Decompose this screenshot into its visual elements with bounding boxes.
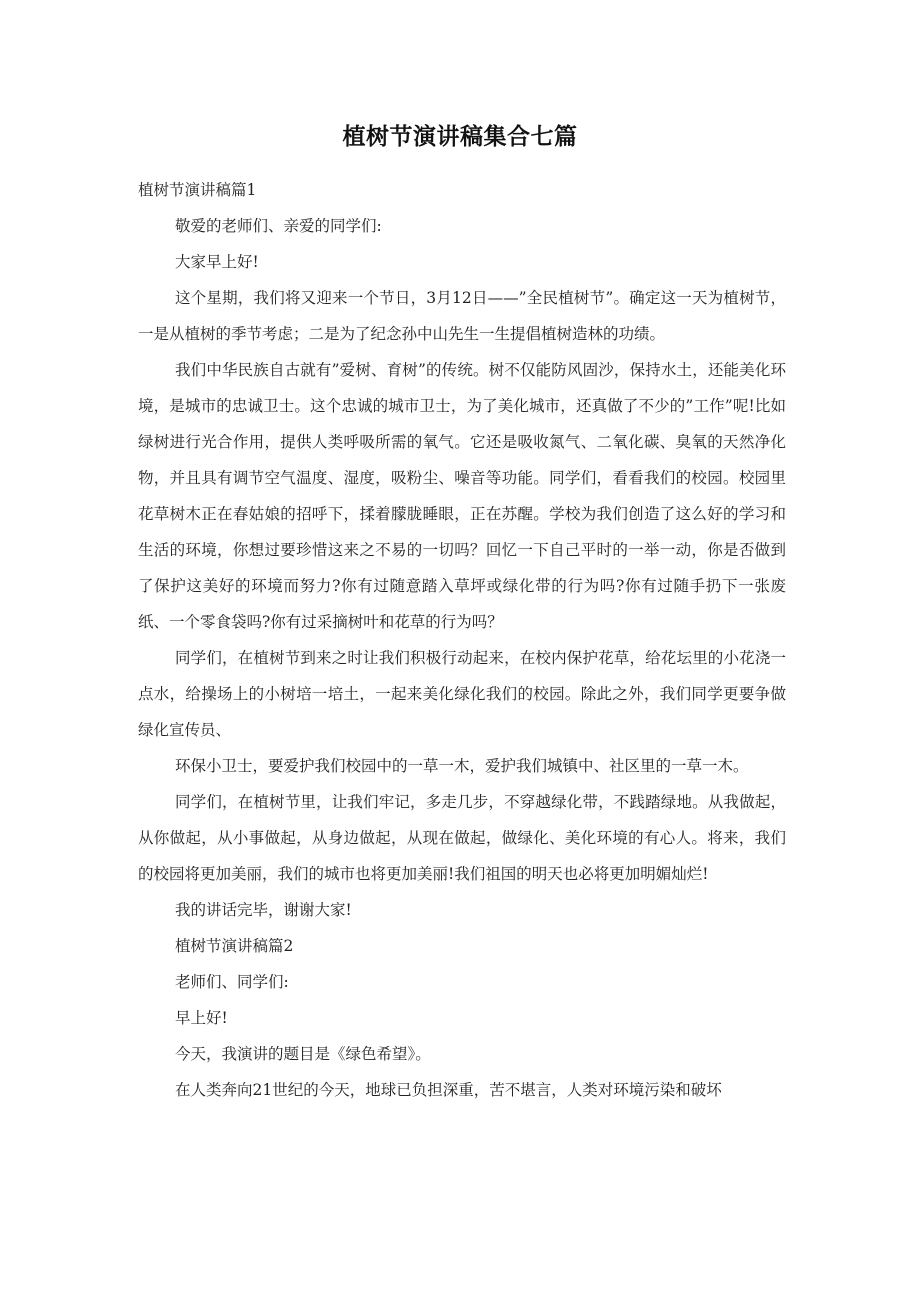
paragraph: 在人类奔向21世纪的今天，地球已负担深重，苦不堪言，人类对环境污染和破坏 (175, 1081, 722, 1099)
paragraph: 老师们、同学们: (175, 973, 289, 991)
section-heading: 植树节演讲稿篇2 (175, 937, 294, 955)
document-title: 植树节演讲稿集合七篇 (342, 124, 578, 150)
paragraph: 这个星期，我们将又迎来一个节日，3月12日——”全民植树节”。确定这一天为植树节，一是从植树的季节考虑；二是为了纪念孙中山先生一生提倡植树造林的功绩。 (138, 289, 786, 343)
paragraph: 早上好! (175, 1009, 228, 1027)
paragraph: 同学们，在植树节到来之时让我们积极行动起来，在校内保护花草，给花坛里的小花浇一点水，给操场上的小树培一培土，一起来美化绿化我们的校园。除此之外，我们同学更要争做绿化宣传员、 (138, 649, 786, 739)
paragraph: 环保小卫士，要爱护我们校园中的一草一木，爱护我们城镇中、社区里的一草一木。 (175, 757, 749, 775)
document-body (138, 172, 786, 1108)
paragraph: 敬爱的老师们、亲爱的同学们: (175, 217, 382, 235)
paragraph: 我们中华民族自古就有”爱树、育树”的传统。树不仅能防风固沙，保持水土，还能美化环境，是城市的忠诚卫士。这个忠诚的城市卫士，为了美化城市，还真做了不少的”工作”呢!比如绿树进行光合作用，提供人类呼吸所需的氧气。它还是吸收氮气、二氧化碳、臭氧的天然净化物，并且具有调节空气温度、湿度，吸粉尘、噪音等功能。同学们，看看我们的校园。校园里花草树木正在春姑娘的招呼下，揉着朦胧睡眼，正在苏醒。学校为我们创造了这么好的学习和生活的环境，你想过要珍惜这来之不易的一切吗？回忆一下自己平时的一举一动，你是否做到了保护这美好的环境而努力?你有过随意踏入草坪或绿化带的行为吗?你有过随手扔下一张废纸、一个零食袋吗?你有过采摘树叶和花草的行为吗？ (138, 361, 786, 631)
paragraph: 同学们，在植树节里，让我们牢记，多走几步，不穿越绿化带，不践踏绿地。从我做起，从你做起，从小事做起，从身边做起，从现在做起，做绿化、美化环境的有心人。将来，我们的校园将更加美丽，我们的城市也将更加美丽!我们祖国的明天也必将更加明媚灿烂! (138, 793, 786, 883)
section-heading: 植树节演讲稿篇1 (138, 181, 257, 199)
paragraph: 我的讲话完毕，谢谢大家! (175, 901, 352, 919)
paragraph: 大家早上好! (175, 253, 259, 271)
paragraph: 今天，我演讲的题目是《绿色希望》。 (175, 1045, 431, 1063)
